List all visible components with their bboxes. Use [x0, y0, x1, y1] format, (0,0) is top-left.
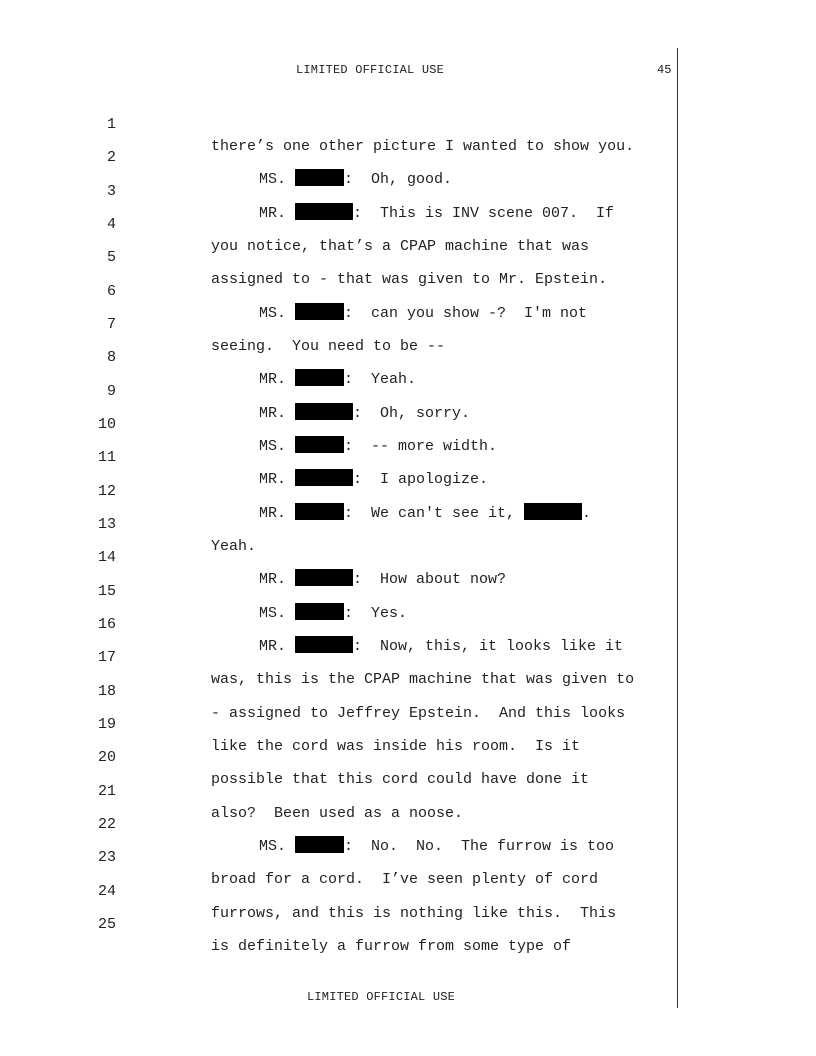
transcript-line [0, 125, 680, 188]
transcript-line [0, 292, 680, 355]
speech-text: : No. No. The furrow is too [344, 838, 615, 855]
transcript-line [0, 192, 680, 255]
line-number: 17 [97, 649, 116, 666]
line-number: 1 [106, 116, 116, 133]
speech-text: : Yes. [344, 605, 408, 622]
transcript-line [0, 792, 680, 855]
page-header: LIMITED OFFICIAL USE [296, 63, 445, 77]
transcript-line [0, 225, 680, 288]
line-text: is definitely a furrow from some type of [211, 938, 572, 955]
page-number: 45 [657, 63, 672, 77]
transcript-line [0, 492, 680, 555]
line-number: 19 [97, 716, 116, 733]
line-number: 15 [97, 583, 116, 600]
line-number: 2 [106, 149, 116, 166]
speech-text: : Yeah. [344, 371, 417, 388]
transcript-line [0, 425, 680, 488]
line-number: 5 [106, 249, 116, 266]
line-number: 18 [97, 683, 116, 700]
line-number: 13 [97, 516, 116, 533]
line-text: broad for a cord. I’ve seen plenty of cord [211, 871, 599, 888]
line-text: was, this is the CPAP machine that was given to [211, 671, 635, 688]
transcript-line [0, 559, 680, 622]
transcript-line [0, 259, 680, 322]
speaker-title: MR. [259, 205, 296, 222]
transcript-line [0, 359, 680, 422]
line-number: 22 [97, 816, 116, 833]
line-text: possible that this cord could have done it [211, 771, 590, 788]
line-text: - assigned to Jeffrey Epstein. And this looks [211, 705, 626, 722]
transcript-line [0, 892, 680, 955]
transcript-line [0, 92, 680, 155]
line-number: 10 [97, 416, 116, 433]
transcript-line [0, 759, 680, 822]
line-number: 8 [106, 349, 116, 366]
speaker-title: MR. [259, 505, 296, 522]
speech-text: : Oh, good. [344, 171, 453, 188]
transcript-line [0, 659, 680, 722]
line-text: like the cord was inside his room. Is it [211, 738, 581, 755]
transcript-line [0, 692, 680, 755]
line-number: 3 [106, 183, 116, 200]
transcript-line [0, 825, 680, 888]
line-number: 9 [106, 383, 116, 400]
line-number: 6 [106, 283, 116, 300]
speaker-title: MS. [259, 438, 296, 455]
line-text: assigned to - that was given to Mr. Epstein. [211, 271, 608, 288]
transcript-line [0, 592, 680, 655]
page-footer: LIMITED OFFICIAL USE [307, 990, 456, 1004]
transcript-line [0, 859, 680, 922]
transcript-line [0, 459, 680, 522]
transcript-line [0, 725, 680, 788]
speaker-title: MS. [259, 605, 296, 622]
speaker-title: MS. [259, 171, 296, 188]
line-text: furrows, and this is nothing like this. This [211, 905, 617, 922]
speech-text: : -- more width. [344, 438, 498, 455]
speech-text: . [582, 505, 592, 522]
speaker-title: MR. [259, 371, 296, 388]
transcript-line [0, 625, 680, 688]
line-text: seeing. You need to be -- [211, 338, 446, 355]
speech-text: : Oh, sorry. [353, 405, 471, 422]
line-number: 11 [97, 449, 116, 466]
line-number: 14 [97, 549, 116, 566]
transcript-line [0, 325, 680, 388]
speech-text: : can you show -? I'm not [344, 305, 588, 322]
speech-text: : Now, this, it looks like it [353, 638, 624, 655]
line-text: Yeah. [211, 538, 257, 555]
line-number: 12 [97, 483, 116, 500]
speech-text: : We can't see it, [344, 505, 525, 522]
line-number: 21 [97, 783, 116, 800]
speaker-title: MR. [259, 638, 296, 655]
speaker-title: MS. [259, 305, 296, 322]
line-number: 20 [97, 749, 116, 766]
line-number: 7 [106, 316, 116, 333]
transcript-line [0, 392, 680, 455]
line-text: there’s one other picture I wanted to show you. [211, 138, 635, 155]
line-number: 25 [97, 916, 116, 933]
line-number: 23 [97, 849, 116, 866]
transcript-line [0, 159, 680, 222]
speaker-title: MR. [259, 571, 296, 588]
line-text: also? Been used as a noose. [211, 805, 464, 822]
transcript-line [0, 525, 680, 588]
line-number: 4 [106, 216, 116, 233]
line-number: 16 [97, 616, 116, 633]
speech-text: : How about now? [353, 571, 507, 588]
speech-text: : I apologize. [353, 471, 489, 488]
speaker-title: MS. [259, 838, 296, 855]
speaker-title: MR. [259, 405, 296, 422]
line-number: 24 [97, 883, 116, 900]
line-text: you notice, that’s a CPAP machine that was [211, 238, 590, 255]
speech-text: : This is INV scene 007. If [353, 205, 615, 222]
speaker-title: MR. [259, 471, 296, 488]
